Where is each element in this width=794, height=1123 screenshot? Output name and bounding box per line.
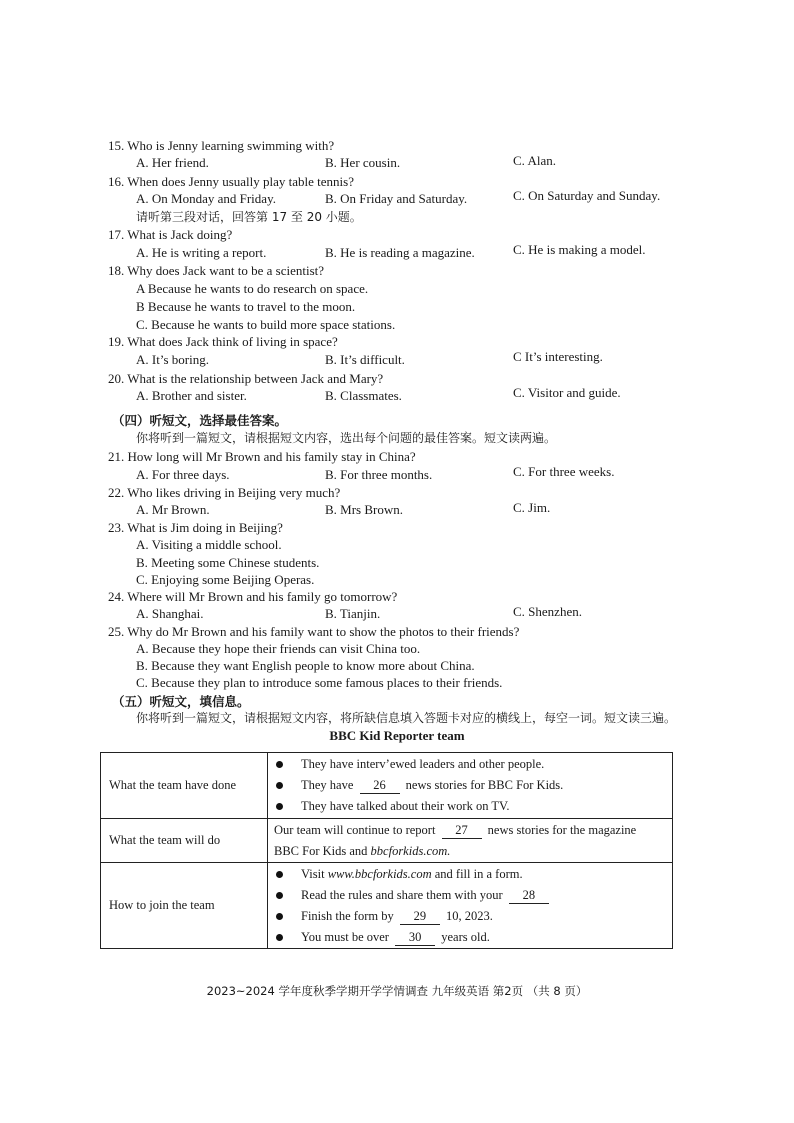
bullet-text: Read the rules and share them with your	[301, 887, 503, 902]
q15-option-c: C. Alan.	[513, 153, 556, 168]
bullet-icon	[276, 782, 283, 789]
line-text: BBC For Kids and	[274, 843, 368, 858]
bullet-text: They have interv’ewed leaders and other people.	[301, 757, 545, 771]
q24-option-c: C. Shenzhen.	[513, 604, 582, 619]
q18-option-a: A Because he wants to do research on space.	[136, 281, 369, 296]
q22-option-c: C. Jim.	[513, 500, 551, 515]
q23-option-b: B. Meeting some Chinese students.	[136, 555, 320, 570]
row-label-will-do: What the team will do	[101, 819, 268, 863]
row-content-done	[268, 753, 673, 819]
q25-option-c: C. Because they plan to introduce some famous places to their friends.	[136, 675, 503, 690]
q15-option-a: A. Her friend.	[136, 155, 209, 170]
bullet-icon	[276, 892, 283, 899]
row-content-join	[268, 863, 673, 949]
q19-option-b: B. It’s difficult.	[325, 352, 405, 367]
question-17: 17. What is Jack doing?	[108, 227, 233, 242]
bullet-item	[268, 775, 672, 796]
q16-option-c: C. On Saturday and Sunday.	[513, 188, 661, 203]
line-text: news stories for the magazine	[487, 822, 637, 837]
section-4-instruction: 你将听到一篇短文，请根据短文内容，选出每个问题的最佳答案。短文读两遍。	[136, 431, 557, 445]
q18-option-c: C. Because he wants to build more space stations.	[136, 317, 396, 332]
q22-option-a: A. Mr Brown.	[136, 502, 210, 517]
question-22: 22. Who likes driving in Beijing very much?	[108, 485, 341, 500]
bullet-text: and fill in a form.	[434, 866, 523, 881]
answer-blank-30[interactable]: 30	[395, 930, 435, 946]
q16-option-a: A. On Monday and Friday.	[136, 191, 276, 206]
bullet-text: They have	[301, 778, 354, 792]
line-text: Our team will continue to report	[274, 822, 436, 837]
bullet-item	[268, 796, 672, 817]
q15-option-b: B. Her cousin.	[325, 155, 401, 170]
q23-option-a: A. Visiting a middle school.	[136, 537, 282, 552]
page-footer: 2023~2024 学年度秋季学期开学学情调查 九年级英语 第2页 （共 8 页）	[206, 984, 588, 998]
bullet-item	[268, 754, 672, 775]
bullet-text: Finish the form by	[301, 908, 394, 923]
question-15: 15. Who is Jenny learning swimming with?	[108, 138, 335, 153]
question-21: 21. How long will Mr Brown and his family stay in China?	[108, 449, 416, 464]
q19-option-a: A. It’s boring.	[136, 352, 209, 367]
question-18: 18. Why does Jack want to be a scientist?	[108, 263, 325, 278]
bullet-icon	[276, 934, 283, 941]
answer-blank-27[interactable]: 27	[442, 823, 482, 839]
bullet-icon	[276, 913, 283, 920]
bullet-item	[268, 906, 672, 927]
website-text: www.bbcforkids.com	[327, 866, 432, 881]
section-5-title: （五）听短文，填信息。	[112, 694, 250, 709]
instruction-part3: 请听第三段对话，回答第 17 至 20 小题。	[136, 210, 362, 224]
question-16: 16. When does Jenny usually play table tennis?	[108, 174, 354, 189]
q24-option-a: A. Shanghai.	[136, 606, 204, 621]
answer-blank-28[interactable]: 28	[509, 888, 549, 904]
q20-option-b: B. Classmates.	[325, 388, 402, 403]
bullet-icon	[276, 871, 283, 878]
bullet-text: news stories for BBC For Kids.	[405, 778, 564, 792]
q20-option-c: C. Visitor and guide.	[513, 385, 621, 400]
website-text: bbcforkids.com.	[370, 843, 451, 858]
answer-blank-29[interactable]: 29	[400, 909, 440, 925]
row-content-will-do	[268, 819, 673, 863]
row-label-join: How to join the team	[101, 863, 268, 949]
text-line	[268, 841, 672, 862]
question-19: 19. What does Jack think of living in space?	[108, 334, 338, 349]
bullet-text: years old.	[441, 929, 490, 944]
bullet-text: You must be over	[301, 929, 389, 944]
bullet-text: They have talked about their work on TV.	[301, 799, 510, 813]
bullet-item	[268, 864, 672, 885]
q17-option-b: B. He is reading a magazine.	[325, 245, 475, 260]
question-24: 24. Where will Mr Brown and his family go tomorrow?	[108, 589, 398, 604]
q22-option-b: B. Mrs Brown.	[325, 502, 404, 517]
q18-option-b: B Because he wants to travel to the moon.	[136, 299, 356, 314]
q21-option-b: B. For three months.	[325, 467, 433, 482]
bullet-text: Visit	[301, 866, 325, 881]
bullet-item	[268, 885, 672, 906]
bullet-text: 10, 2023.	[445, 908, 493, 923]
q25-option-b: B. Because they want English people to know more about China.	[136, 658, 475, 673]
q21-option-a: A. For three days.	[136, 467, 230, 482]
question-23: 23. What is Jim doing in Beijing?	[108, 520, 283, 535]
q20-option-a: A. Brother and sister.	[136, 388, 247, 403]
q25-option-a: A. Because they hope their friends can visit China too.	[136, 641, 421, 656]
q16-option-b: B. On Friday and Saturday.	[325, 191, 468, 206]
text-line	[268, 820, 672, 841]
q24-option-b: B. Tianjin.	[325, 606, 381, 621]
q23-option-c: C. Enjoying some Beijing Operas.	[136, 572, 315, 587]
answer-blank-26[interactable]: 26	[360, 778, 400, 794]
q17-option-c: C. He is making a model.	[513, 242, 646, 257]
section-4-title: （四）听短文，选择最佳答案。	[112, 413, 288, 428]
question-20: 20. What is the relationship between Jack and Mary?	[108, 371, 384, 386]
info-table	[100, 752, 673, 949]
section-5-instruction: 你将听到一篇短文，请根据短文内容，将所缺信息填入答题卡对应的横线上，每空一词。短文读三遍。	[136, 711, 677, 725]
row-label-done: What the team have done	[101, 753, 268, 819]
bullet-icon	[276, 803, 283, 810]
q21-option-c: C. For three weeks.	[513, 464, 615, 479]
bullet-item	[268, 927, 672, 948]
q17-option-a: A. He is writing a report.	[136, 245, 267, 260]
question-25: 25. Why do Mr Brown and his family want to show the photos to their friends?	[108, 624, 520, 639]
table-title: BBC Kid Reporter team	[329, 728, 465, 743]
q19-option-c: C It’s interesting.	[513, 349, 603, 364]
bullet-icon	[276, 761, 283, 768]
